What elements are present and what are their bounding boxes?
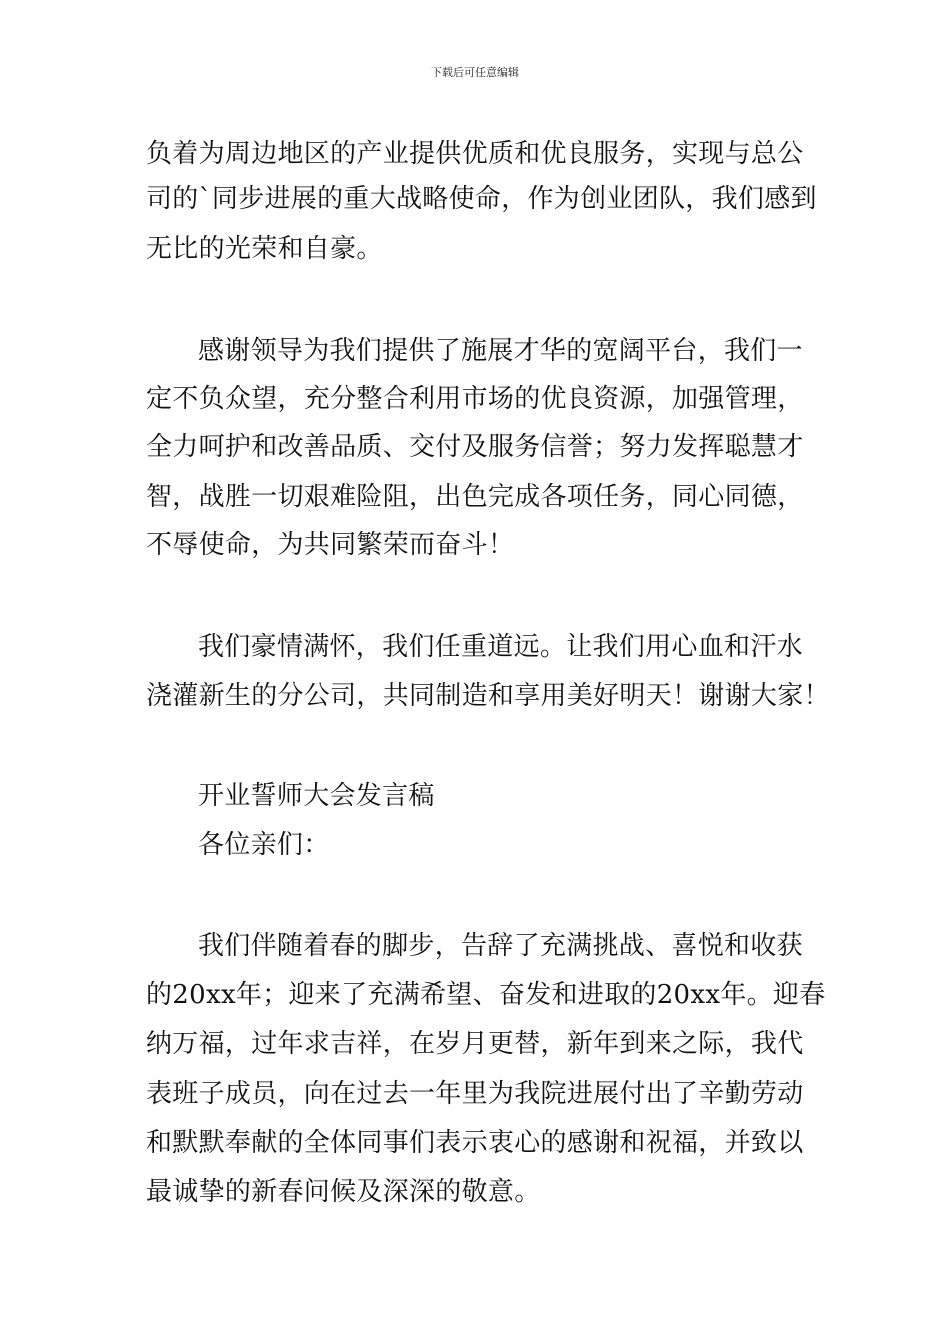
paragraph-line: 纳万福，过年求吉祥，在岁月更替，新年到来之际，我代 <box>146 1029 804 1059</box>
paragraph-line: 无比的光荣和自豪。 <box>146 234 383 264</box>
paragraph-line: 的20xx年；迎来了充满希望、奋发和进取的20xx年。迎春 <box>146 980 826 1010</box>
paragraph-line: 不辱使命，为共同繁荣而奋斗！ <box>146 530 515 560</box>
paragraph-line: 最诚挚的新春问候及深深的敬意。 <box>146 1177 541 1207</box>
paragraph-line: 表班子成员，向在过去一年里为我院进展付出了辛勤劳动 <box>146 1079 804 1109</box>
paragraph-line: 智，战胜一切艰难险阻，出色完成各项任务，同心同德， <box>146 482 804 512</box>
paragraph-line: 司的`同步进展的重大战略使命，作为创业团队，我们感到 <box>146 184 817 214</box>
paragraph-line: 我们伴随着春的脚步，告辞了充满挑战、喜悦和收获 <box>198 931 803 961</box>
header-note: 下载后可任意编辑 <box>431 66 519 79</box>
paragraph-line: 浇灌新生的分公司，共同制造和享用美好明天！谢谢大家！ <box>146 681 830 711</box>
paragraph-line: 感谢领导为我们提供了施展才华的宽阔平台，我们一 <box>198 336 803 366</box>
paragraph-line: 定不负众望，充分整合利用市场的优良资源，加强管理， <box>146 384 804 414</box>
salutation: 各位亲们： <box>198 830 330 860</box>
paragraph-line: 我们豪情满怀，我们任重道远。让我们用心血和汗水 <box>198 632 803 662</box>
speech-title: 开业誓师大会发言稿 <box>198 781 435 811</box>
paragraph-line: 全力呵护和改善品质、交付及服务信誉；努力发挥聪慧才 <box>146 432 804 462</box>
paragraph-line: 负着为周边地区的产业提供优质和优良服务，实现与总公 <box>146 139 804 169</box>
paragraph-line: 和默默奉献的全体同事们表示衷心的感谢和祝福，并致以 <box>146 1128 804 1158</box>
